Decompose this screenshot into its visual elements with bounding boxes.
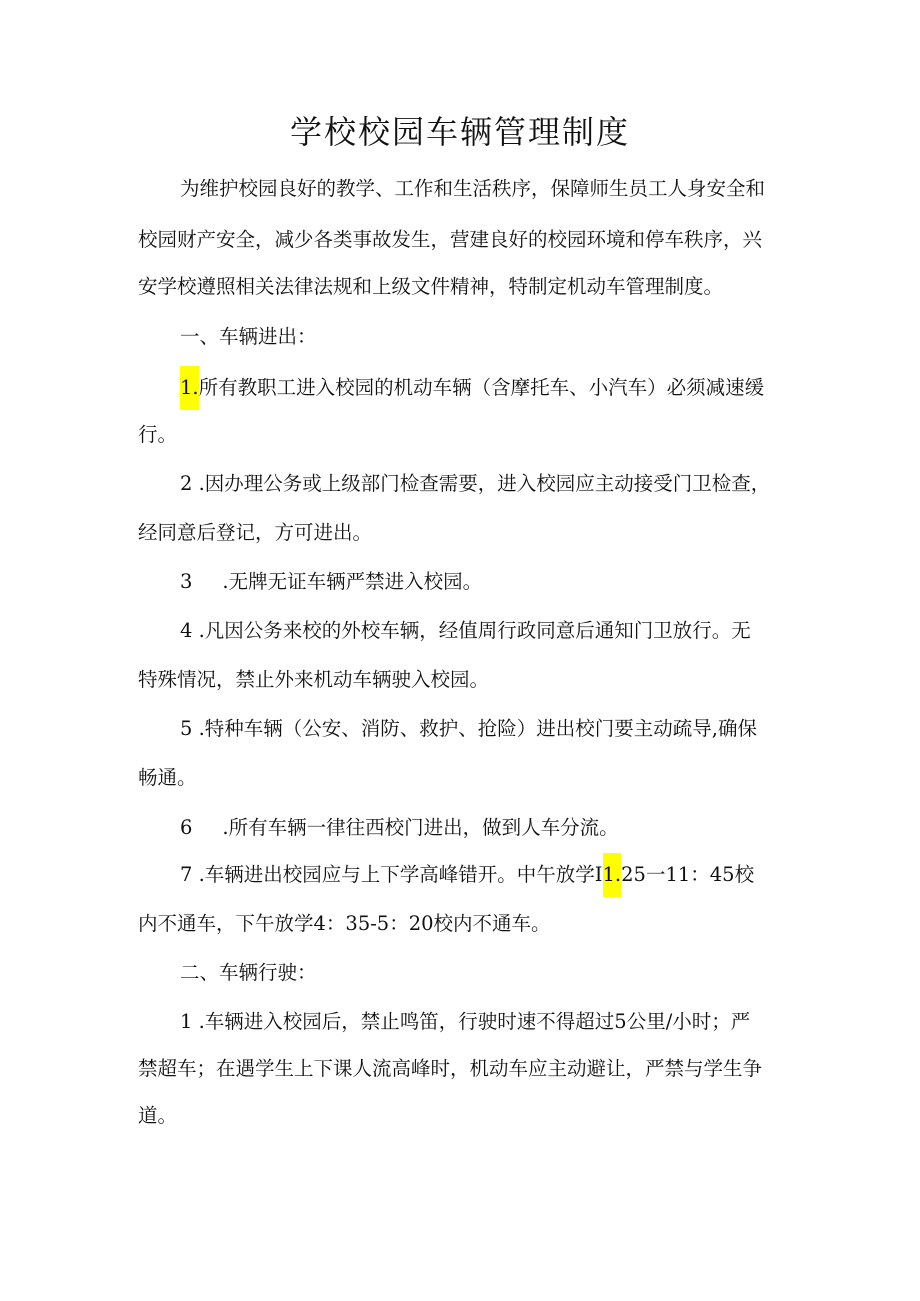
rule-1-7-line-1: [180, 860, 754, 897]
rule-1-1-line-2: 行。: [138, 423, 178, 446]
rule-1-6-text: .所有车辆一律往西校门进出，做到人车分流。: [222, 816, 619, 839]
rule-1-3: [180, 567, 482, 597]
rule-2-1-line-2: 禁超车；在遇学生上下课人流高峰时，机动车应主动避让，严禁与学生争: [138, 1057, 763, 1080]
rule-2-1-line-1: 1 .车辆进入校园后，禁止鸣笛，行驶时速不得超过5公里/小时；严: [180, 1010, 751, 1033]
section-heading-vehicle-driving: 二、车辆行驶：: [180, 961, 317, 984]
rule-1-1-text: 所有教职工进入校园的机动车辆（含摩托车、小汽车）必须减速缓: [198, 376, 765, 399]
rule-1-1-line-1: [180, 373, 764, 410]
rule-1-7-line-2: 内不通车，下午放学4：35-5：20校内不通车。: [138, 912, 551, 935]
rule-1-2-line-2: 经同意后登记，方可进出。: [138, 521, 373, 544]
rule-2-1-line-3: 道。: [138, 1104, 178, 1127]
rule-1-4-line-2: 特殊情况，禁止外来机动车辆驶入校园。: [138, 668, 490, 691]
document-title: 学校校园车辆管理制度: [289, 113, 630, 151]
rule-1-5-line-2: 畅通。: [138, 766, 197, 789]
rule-1-7-text-a: 7 .车辆进出校园应与上下学高峰错开。中午放学I: [180, 863, 603, 886]
section-heading-vehicle-entry: 一、车辆进出：: [180, 325, 317, 348]
rule-1-6-number: 6: [180, 816, 193, 839]
highlight-mark: 1.: [180, 366, 199, 410]
rule-1-3-number: 3: [180, 570, 193, 593]
intro-line-2: 校园财产安全，减少各类事故发生，营建良好的校园环境和停车秩序，兴: [138, 228, 763, 251]
highlight-mark: 1.: [603, 853, 622, 897]
intro-line-3: 安学校遵照相关法律法规和上级文件精神，特制定机动车管理制度。: [138, 275, 724, 298]
rule-1-5-line-1: 5 .特种车辆（公安、消防、救护、抢险）进出校门要主动疏导,确保: [180, 717, 758, 740]
rule-1-4-line-1: 4 .凡因公务来校的外校车辆，经值周行政同意后通知门卫放行。无: [180, 619, 751, 642]
rule-1-6: [180, 813, 619, 843]
rule-1-2-line-1: 2 .因办理公务或上级部门检查需要，进入校园应主动接受门卫检查，: [180, 472, 771, 495]
intro-line-1: 为维护校园良好的教学、工作和生活秩序，保障师生员工人身安全和: [180, 177, 766, 200]
rule-1-7-text-b: 25一11：45校: [621, 863, 755, 886]
rule-1-3-text: .无牌无证车辆严禁进入校园。: [222, 570, 483, 593]
